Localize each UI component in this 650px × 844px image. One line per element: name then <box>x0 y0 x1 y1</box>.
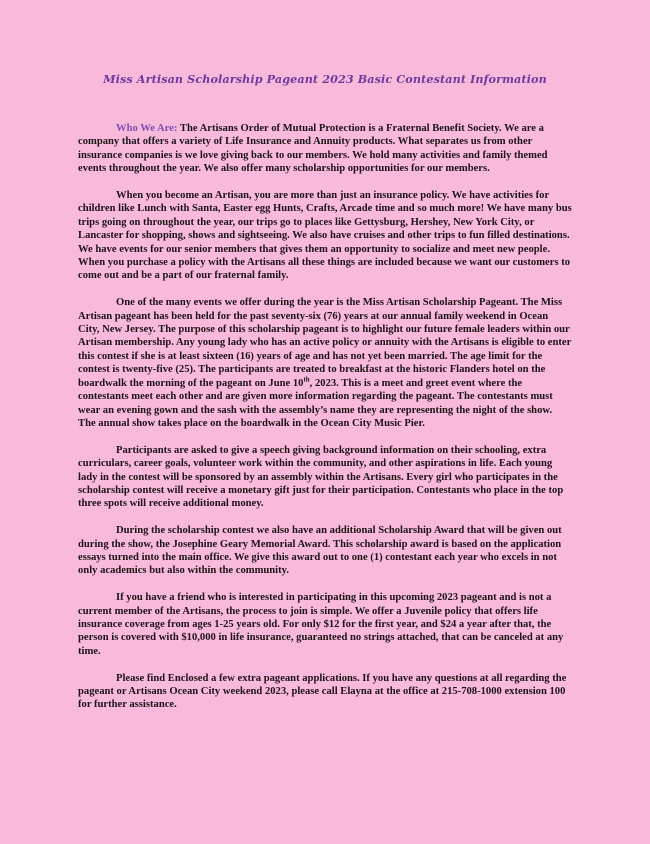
paragraph-who-we-are <box>78 122 572 176</box>
document-title: Miss Artisan Scholarship Pageant 2023 Basic Contestant Information <box>103 72 547 86</box>
paragraph-scholarship-award: During the scholarship contest we also have an additional Scholarship Award that will be given out during the show, the Josephine Geary Memorial Award. This scholarship award is based on the application essays turned into the main office. We give this award out to one (1) contestant each year who excels in not only academics but also within the community. <box>78 525 562 577</box>
paragraph-contact: Please find Enclosed a few extra pageant applications. If you have any questions at all regarding the pageant or Artisans Ocean City weekend 2023, please call Elayna at the office at 215-708-1000 extension 100 for further assistance. <box>78 672 567 711</box>
paragraph-text-part: , 2023. This is a meet and greet event where the contestants meet each other and are given more information regarding the pageant. The contestants must wear an evening gown and the sash with the assembly’s name they are representing the night of the show. The annual show takes place on the boardwalk in the Ocean City Music Pier. <box>78 377 553 429</box>
paragraph-membership-benefits: When you become an Artisan, you are more than just an insurance policy. We have activities for children like Lunch with Santa, Easter egg Hunts, Crafts, Arcade time and so much more! We have many bus trips going on throughout the year, our trips go to places like Gettysburg, Hershey, New York City, or Lancaster for shopping, shows and sightseeing. We also have cruises and other trips to fun filled destinations. We have events for our senior members that gives them an opportunity to socialize and meet new people. When you purchase a policy with the Artisans all these things are included because we want our customers to come out and be a part of our fraternal family. <box>78 190 572 282</box>
paragraph-participants: Participants are asked to give a speech giving background information on their schooling, extra curriculars, career goals, volunteer work within the community, and other aspirations in life. Each young lady in the contest will be sponsored by an assembly within the Artisans. Every girl who participates in the scholarship contest will receive a monetary gift just for their participation. Contestants who place in the top three spots will receive additional money. <box>78 444 564 510</box>
paragraph-text-part: One of the many events we offer during the year is the Miss Artisan Scholarship Pageant. The Miss Artisan pageant has been held for the past seventy-six (76) years at our annual family weekend in Ocean City, New Jersey. The purpose of this scholarship pageant is to highlight our future female leaders within our Artisan membership. Any young lady who has an active policy or annuity with the Artisans is eligible to enter this contest if she is at least sixteen (16) years of age and has not yet been married. The age limit for the contest is twenty-five (25). The participants are treated to breakfast at the historic Flanders hotel on the boardwalk the morning of the pageant on June 10 <box>78 297 572 389</box>
paragraph-joining: If you have a friend who is interested in participating in this upcoming 2023 pageant and is not a current member of the Artisans, the process to join is simple. We offer a Juvenile policy that offers life insurance coverage from ages 1-25 years old. For only $12 for the first year, and $24 a year after that, the person is covered with $10,000 in life insurance, guaranteed no strings attached, that can be canceled at any time. <box>78 592 564 657</box>
paragraph-pageant-details <box>78 296 572 430</box>
document-body <box>78 122 572 725</box>
ordinal-suffix: th <box>303 375 310 384</box>
paragraph-text: The Artisans Order of Mutual Protection is a Fraternal Benefit Society. We are a company that offers a variety of Life Insurance and Annuity products. What separates us from other insurance companies is we love giving back to our members. We hold many activities and family themed events throughout the year. We also offer many scholarship opportunities for our members. <box>78 123 548 175</box>
who-we-are-heading: Who We Are: <box>116 123 178 134</box>
